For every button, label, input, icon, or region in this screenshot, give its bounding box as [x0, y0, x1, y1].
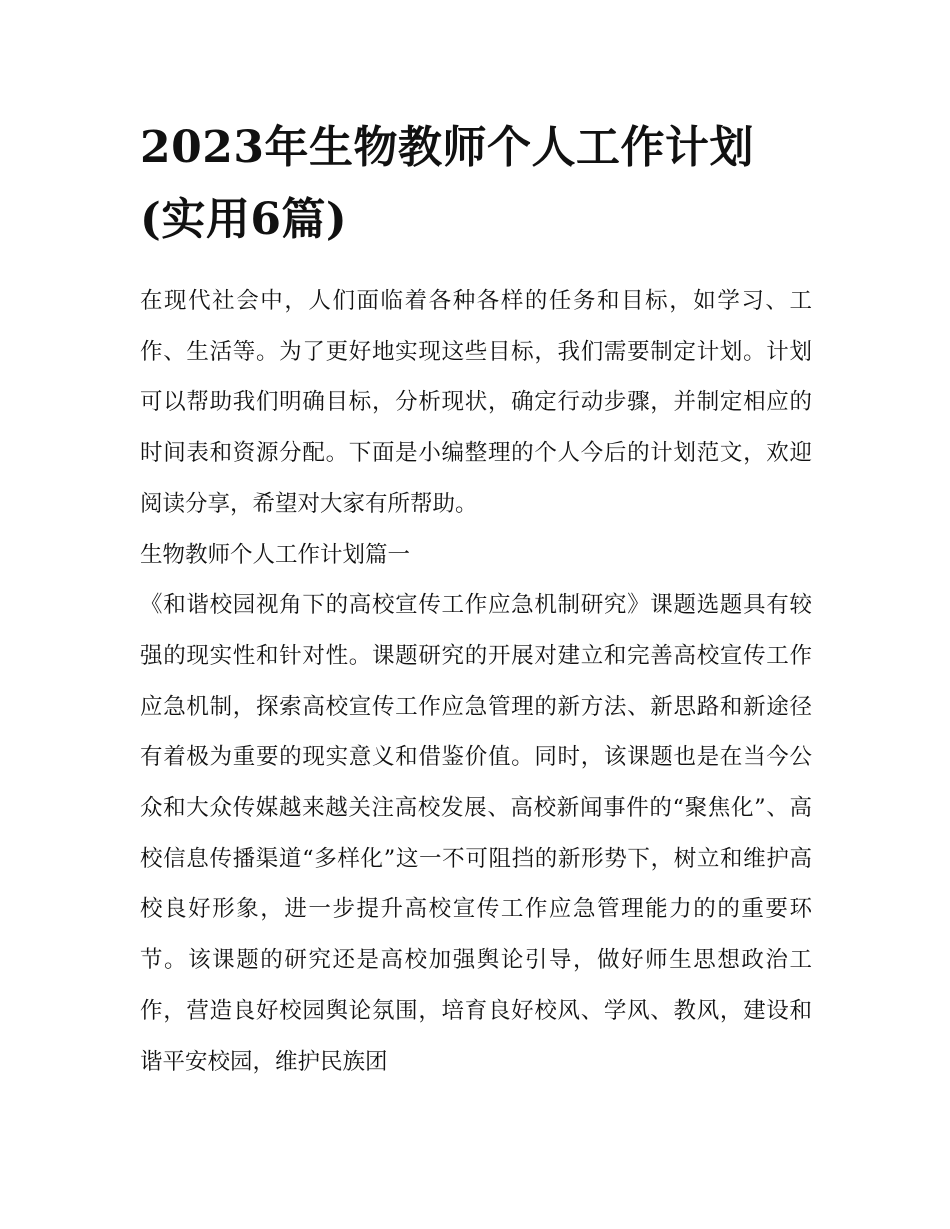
intro-paragraph: 在现代社会中，人们面临着各种各样的任务和目标，如学习、工作、生活等。为了更好地实现这些目标，我们需要制定计划。计划可以帮助我们明确目标，分析现状，确定行动步骤，并制定相应的时间表和资源分配。下面是小编整理的个人今后的计划范文，欢迎阅读分享，希望对大家有所帮助。	[140, 288, 812, 517]
document-page	[140, 112, 812, 1087]
document-body	[140, 276, 812, 1087]
document-title: 2023年生物教师个人工作计划(实用6篇)	[140, 122, 754, 245]
section-heading: 生物教师个人工作计划篇一	[140, 541, 411, 568]
section-paragraph: 《和谐校园视角下的高校宣传工作应急机制研究》课题选题具有较强的现实性和针对性。课题研究的开展对建立和完善高校宣传工作应急机制，探索高校宣传工作应急管理的新方法、新思路和新途径有着极为重要的现实意义和借鉴价值。同时，该课题也是在当今公众和大众传媒越来越关注高校发展、高校新闻事件的“聚焦化”、高校信息传播渠道“多样化”这一不可阻挡的新形势下，树立和维护高校良好形象，进一步提升高校宣传工作应急管理能力的的重要环节。该课题的研究还是高校加强舆论引导，做好师生思想政治工作，营造良好校园舆论氛围，培育良好校风、学风、教风，建设和谐平安校园，维护民族团	[140, 592, 812, 1075]
